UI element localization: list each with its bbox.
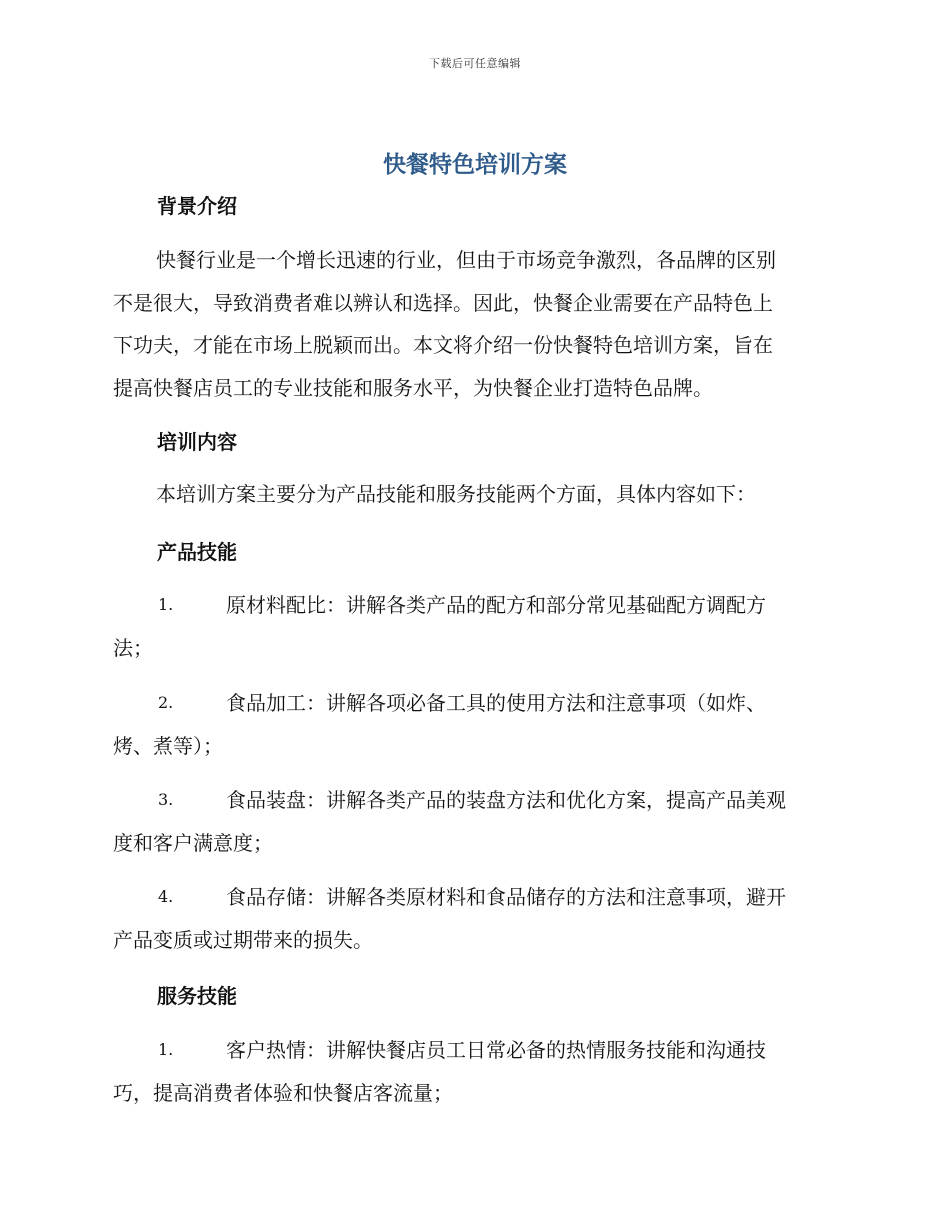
list-item xyxy=(113,779,843,864)
list-item-continuation: 巧，提高消费者体验和快餐店客流量； xyxy=(113,1080,453,1105)
list-item-number: 2. xyxy=(158,693,174,712)
paragraph-line: 提高快餐店员工的专业技能和服务水平，为快餐企业打造特色品牌。 xyxy=(113,375,713,400)
list-item-number: 1. xyxy=(158,1040,174,1059)
section-heading-background: 背景介绍 xyxy=(157,194,237,218)
list-item-number: 3. xyxy=(158,790,174,809)
section-heading-product-skills: 产品技能 xyxy=(157,540,237,564)
paragraph-line: 下功夫，才能在市场上脱颖而出。本文将介绍一份快餐特色培训方案，旨在 xyxy=(113,333,773,357)
paragraph-line: 不是很大，导致消费者难以辨认和选择。因此，快餐企业需要在产品特色上 xyxy=(113,290,773,315)
document-title: 快餐特色培训方案 xyxy=(383,152,567,178)
list-item xyxy=(113,682,843,767)
list-item-first-line xyxy=(113,876,843,919)
list-item xyxy=(113,876,843,961)
list-item-text: 食品加工：讲解各项必备工具的使用方法和注意事项（如炸、 xyxy=(226,691,766,715)
list-item-continuation: 烤、煮等）； xyxy=(113,733,223,758)
paragraph-line: 本培训方案主要分为产品技能和服务技能两个方面，具体内容如下： xyxy=(156,482,756,506)
section-heading-service-skills: 服务技能 xyxy=(157,984,237,1008)
list-item-continuation: 度和客户满意度； xyxy=(113,830,273,855)
list-item xyxy=(113,1029,843,1114)
list-item-first-line xyxy=(113,1029,843,1072)
list-item-text: 食品装盘：讲解各类产品的装盘方法和优化方案，提高产品美观 xyxy=(226,788,786,812)
list-item-continuation: 产品变质或过期带来的损失。 xyxy=(113,927,373,952)
list-item-text: 食品存储：讲解各类原材料和食品储存的方法和注意事项，避开 xyxy=(226,885,786,909)
header-note: 下载后可任意编辑 xyxy=(429,57,521,70)
list-item-number: 4. xyxy=(158,887,174,906)
list-item-first-line xyxy=(113,682,843,725)
list-item-number: 1. xyxy=(158,595,174,614)
list-item-first-line xyxy=(113,779,843,822)
list-item-text: 原材料配比：讲解各类产品的配方和部分常见基础配方调配方 xyxy=(226,593,766,617)
background-paragraph xyxy=(113,239,843,409)
content-intro-paragraph xyxy=(113,473,843,516)
paragraph-line: 快餐行业是一个增长迅速的行业，但由于市场竞争激烈，各品牌的区别 xyxy=(156,248,776,272)
list-item-first-line xyxy=(113,584,843,627)
list-item xyxy=(113,584,843,669)
section-heading-content: 培训内容 xyxy=(157,430,237,454)
list-item-text: 客户热情：讲解快餐店员工日常必备的热情服务技能和沟通技 xyxy=(226,1038,766,1062)
list-item-continuation: 法； xyxy=(113,635,153,660)
